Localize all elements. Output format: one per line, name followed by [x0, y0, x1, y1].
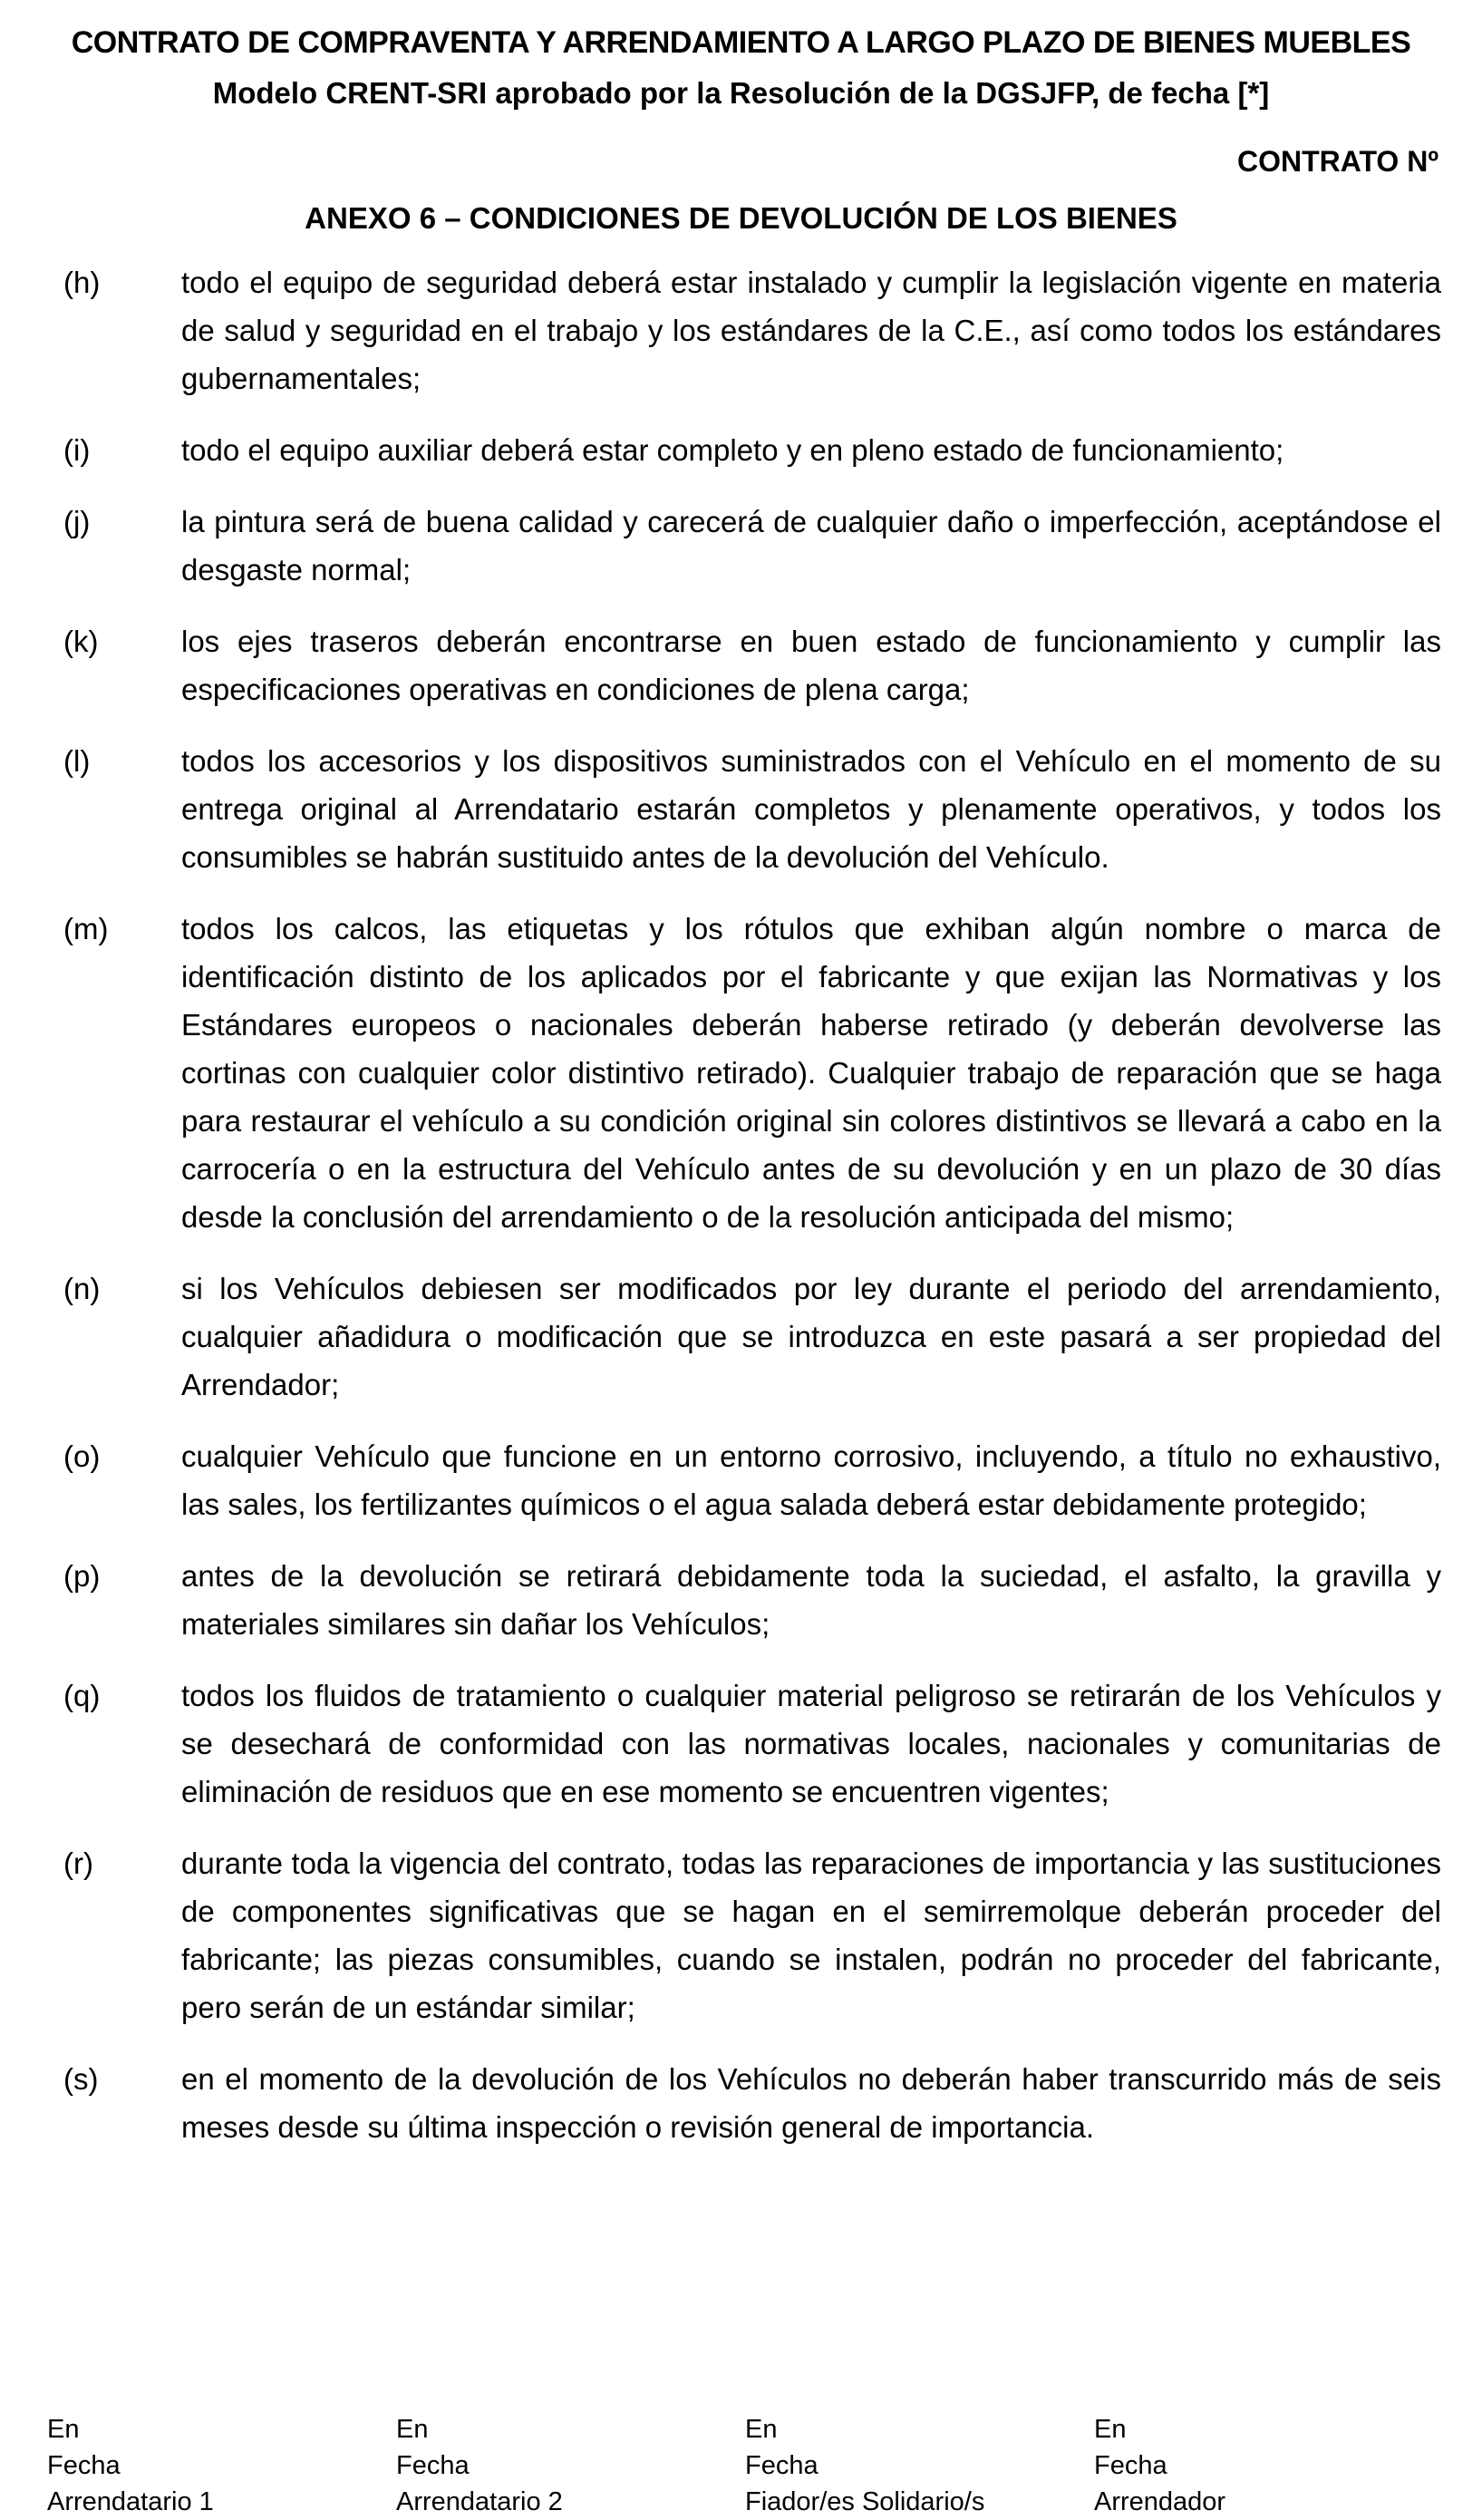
item-label: (l) — [63, 744, 91, 778]
item-label: (k) — [63, 625, 99, 658]
item-text: todo el equipo auxiliar deberá estar completo y en pleno estado de funcionamiento; — [181, 433, 1284, 467]
item-text: todos los accesorios y los dispositivos suministrados con el Vehículo en el momento de su entrega original al Arrendatario estarán completos y plenamente operativos, y todos los consumibles se habrán sustituido antes de la devolución del Vehículo. — [181, 744, 1441, 874]
condition-item — [63, 498, 1441, 594]
conditions-list — [63, 258, 1441, 2175]
document-title: CONTRATO DE COMPRAVENTA Y ARRENDAMIENTO A LARGO PLAZO DE BIENES MUEBLES — [71, 25, 1411, 60]
item-text: todo el equipo de seguridad deberá estar instalado y cumplir la legislación vigente en materia de salud y seguridad en el trabajo y los estándares de la C.E., así como todos los estándares gubernamentales; — [181, 266, 1441, 395]
signature-party: Arrendador — [1094, 2487, 1226, 2516]
item-text: durante toda la vigencia del contrato, todas las reparaciones de importancia y las sustituciones de componentes significativas que se hagan en el semirremolque deberán proceder del fabricante; las piezas consumibles, cuando se instalen, podrán no proceder del fabricante, pero serán de un estándar similar; — [181, 1846, 1441, 2024]
item-label: (p) — [63, 1559, 101, 1593]
annex-title: ANEXO 6 – CONDICIONES DE DEVOLUCIÓN DE LOS BIENES — [305, 201, 1177, 235]
signature-place: En — [1094, 2415, 1127, 2444]
item-label: (m) — [63, 912, 109, 945]
condition-item — [63, 1432, 1441, 1528]
signature-date: Fecha — [396, 2451, 470, 2480]
condition-item — [63, 1839, 1441, 2031]
item-text: en el momento de la devolución de los Vehículos no deberán haber transcurrido más de seis meses desde su última inspección o revisión general de importancia. — [181, 2062, 1441, 2144]
contract-number-label: CONTRATO Nº — [1236, 145, 1438, 178]
signature-arrendatario-2 — [396, 2411, 745, 2520]
condition-item — [63, 426, 1441, 474]
item-label: (r) — [63, 1846, 93, 1880]
item-text: antes de la devolución se retirará debidamente toda la suciedad, el asfalto, la gravilla y materiales similares sin dañar los Vehículos; — [181, 1559, 1441, 1641]
item-text: todos los fluidos de tratamiento o cualquier material peligroso se retirarán de los Vehículos y se desechará de conformidad con las normativas locales, nacionales y comunitarias de eliminación de residuos que en ese momento se encuentren vigentes; — [181, 1679, 1441, 1808]
signature-arrendador — [1094, 2411, 1443, 2520]
signature-block — [47, 2411, 1461, 2520]
condition-item — [63, 258, 1441, 402]
item-text: cualquier Vehículo que funcione en un entorno corrosivo, incluyendo, a título no exhaustivo, las sales, los fertilizantes químicos o el agua salada deberá estar debidamente protegido; — [181, 1439, 1441, 1521]
signature-place: En — [745, 2415, 778, 2444]
condition-item — [63, 1552, 1441, 1648]
item-label: (h) — [63, 266, 101, 299]
signature-date: Fecha — [47, 2451, 121, 2480]
signature-party: Arrendatario 2 — [396, 2487, 563, 2516]
item-text: la pintura será de buena calidad y carecerá de cualquier daño o imperfección, aceptándose el desgaste normal; — [181, 505, 1441, 586]
condition-item — [63, 2055, 1441, 2151]
signature-party: Fiador/es Solidario/s — [745, 2487, 985, 2516]
item-text: los ejes traseros deberán encontrarse en buen estado de funcionamiento y cumplir las especificaciones operativas en condiciones de plena carga; — [181, 625, 1441, 706]
document-subtitle: Modelo CRENT-SRI aprobado por la Resolución de la DGSJFP, de fecha [*] — [212, 76, 1270, 110]
item-text: si los Vehículos debiesen ser modificados por ley durante el periodo del arrendamiento, cualquier añadidura o modificación que se introduzca en este pasará a ser propiedad del Arrendador; — [181, 1272, 1441, 1401]
item-text: todos los calcos, las etiquetas y los rótulos que exhiban algún nombre o marca de identificación distinto de los aplicados por el fabricante y que exijan las Normativas y los Estándares europeos o nacionales deberán haberse retirado (y deberán devolverse las cortinas con cualquier color distintivo retirado). Cualquier trabajo de reparación que se haga para restaurar el vehículo a su condición original sin colores distintivos se llevará a cabo en la carrocería o en la estructura del Vehículo antes de su devolución y en un plazo de 30 días desde la conclusión del arrendamiento o de la resolución anticipada del mismo; — [181, 912, 1441, 1234]
item-label: (q) — [63, 1679, 101, 1712]
condition-item — [63, 1265, 1441, 1409]
item-label: (j) — [63, 505, 91, 538]
signature-place: En — [396, 2415, 429, 2444]
condition-item — [63, 737, 1441, 881]
signature-date: Fecha — [745, 2451, 818, 2480]
item-label: (n) — [63, 1272, 101, 1305]
condition-item — [63, 905, 1441, 1241]
item-label: (o) — [63, 1439, 101, 1473]
signature-party: Arrendatario 1 — [47, 2487, 214, 2516]
item-label: (s) — [63, 2062, 99, 2096]
item-label: (i) — [63, 433, 91, 467]
signature-arrendatario-1 — [47, 2411, 396, 2520]
signature-place: En — [47, 2415, 80, 2444]
condition-item — [63, 617, 1441, 713]
condition-item — [63, 1672, 1441, 1816]
signature-date: Fecha — [1094, 2451, 1167, 2480]
signature-fiador — [745, 2411, 1094, 2520]
